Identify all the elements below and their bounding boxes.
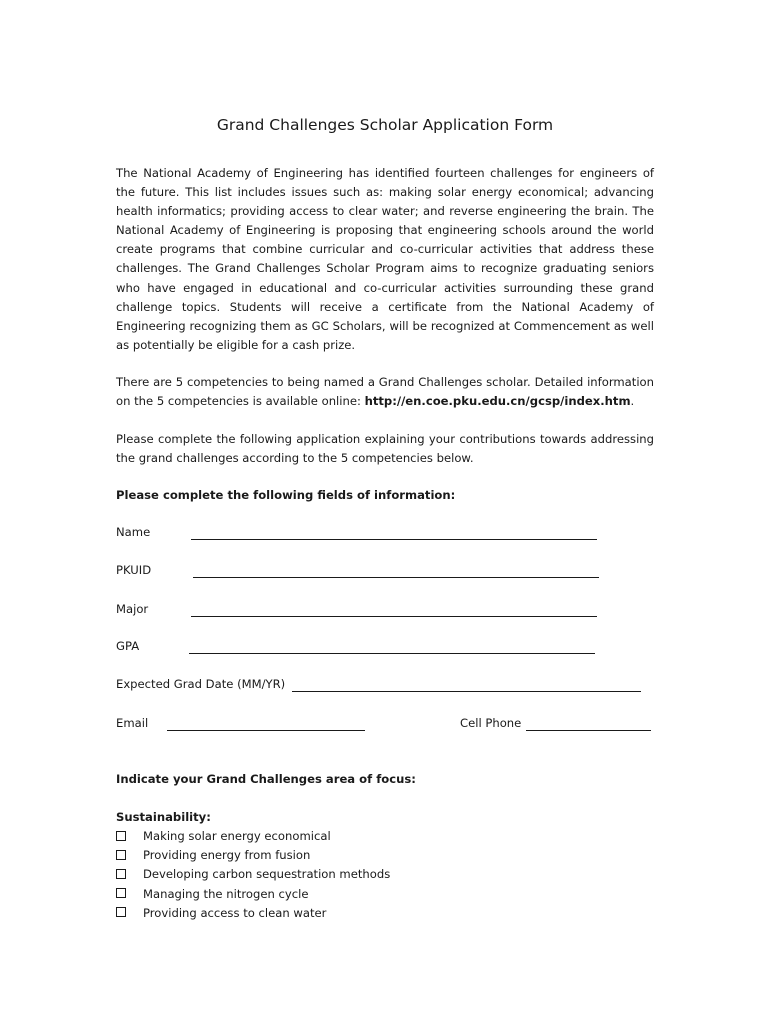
fields-heading: Please complete the following fields of information:: [116, 488, 456, 502]
checkbox[interactable]: [116, 888, 126, 898]
name-input-line[interactable]: [191, 539, 597, 540]
cell-phone-field-row: [460, 716, 652, 736]
checkbox-label: Providing access to clean water: [143, 905, 327, 920]
email-input-line[interactable]: [167, 730, 365, 731]
checkbox[interactable]: [116, 850, 126, 860]
grad-date-field-row: [116, 677, 642, 697]
competencies-end: .: [630, 394, 635, 409]
checkbox-label: Developing carbon sequestration methods: [143, 867, 391, 882]
checkbox-label: Providing energy from fusion: [143, 848, 311, 863]
page-title: Grand Challenges Scholar Application Form: [216, 116, 554, 134]
gpa-field-row: [116, 639, 596, 659]
list-item: [116, 885, 309, 904]
cell-phone-label: Cell Phone: [460, 716, 522, 730]
major-label: Major: [116, 602, 149, 616]
list-item: [116, 904, 327, 923]
competencies-link[interactable]: http://en.coe.pku.edu.cn/gcsp/index.htm: [364, 394, 631, 409]
instructions-paragraph: Please complete the following application explaining your contributions towards addressing the grand challenges according to the 5 competencies below.: [116, 432, 654, 466]
gpa-label: GPA: [116, 639, 140, 653]
grad-date-input-line[interactable]: [292, 691, 641, 692]
major-field-row: [116, 602, 598, 622]
grad-date-label: Expected Grad Date (MM/YR): [116, 677, 286, 691]
list-item: [116, 827, 331, 846]
checkbox[interactable]: [116, 831, 126, 841]
email-field-row: [116, 716, 366, 736]
checkbox[interactable]: [116, 869, 126, 879]
list-item: [116, 846, 311, 865]
name-field-row: [116, 525, 598, 545]
checkbox-label: Managing the nitrogen cycle: [143, 886, 309, 901]
competencies-paragraph: [116, 373, 654, 411]
competencies-text: There are 5 competencies to being named a Grand Challenges scholar. Detailed information on the 5 competencies is available online:: [116, 375, 654, 409]
name-label: Name: [116, 525, 151, 539]
cell-phone-input-line[interactable]: [526, 730, 651, 731]
list-item: [116, 865, 391, 884]
intro-paragraph: The National Academy of Engineering has identified fourteen challenges for engineers of the future. This list includes issues such as: making solar energy economical; advancing health informatics; providing access to clear water; and reverse engineering the brain. The National Academy of Engineering is proposing that engineering schools around the world create programs that combine curricular and co-curricular activities that address these challenges. The Grand Challenges Scholar Program aims to recognize graduating seniors who have engaged in educational and co-curricular activities surrounding these grand challenge topics. Students will receive a certificate from the National Academy of Engineering recognizing them as GC Scholars, will be recognized at Commencement as well as potentially be eligible for a cash prize.: [116, 166, 654, 352]
pkuid-label: PKUID: [116, 563, 152, 577]
checkbox-label: Making solar energy economical: [143, 829, 331, 843]
sustainability-list: [116, 827, 391, 923]
gpa-input-line[interactable]: [189, 653, 595, 654]
sustainability-heading: Sustainability:: [116, 810, 211, 824]
pkuid-field-row: [116, 563, 600, 583]
focus-heading: Indicate your Grand Challenges area of focus:: [116, 772, 416, 786]
checkbox[interactable]: [116, 907, 126, 917]
email-label: Email: [116, 716, 149, 730]
pkuid-input-line[interactable]: [193, 577, 599, 578]
major-input-line[interactable]: [191, 616, 597, 617]
